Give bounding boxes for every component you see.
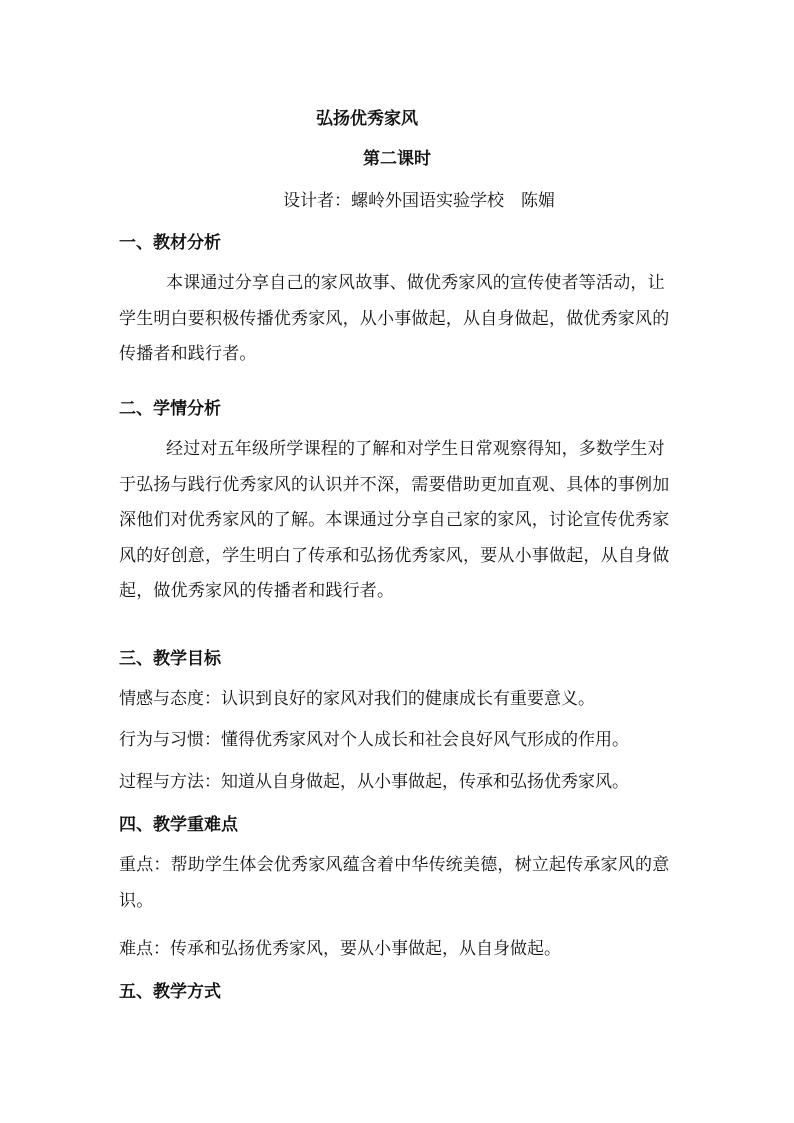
designer-line: 设计者：螺岭外国语实验学校 陈媚 (283, 191, 555, 211)
section-body-textbook-analysis: 本课通过分享自己的家风故事、做优秀家风的宣传使者等活动，让学生明白要积极传播优秀家风，从小事做起，从自身做起，做优秀家风的传播者和践行者。 (119, 273, 670, 365)
section-heading-learner-analysis: 二、学情分析 (119, 399, 221, 419)
document-subtitle: 第二课时 (363, 149, 431, 169)
section-heading-key-difficult-points: 四、教学重难点 (119, 815, 238, 835)
goal-process-method: 过程与方法：知道从自身做起，从小事做起，传承和弘扬优秀家风。 (119, 772, 629, 792)
difficult-point: 难点：传承和弘扬优秀家风，要从小事做起，从自身做起。 (119, 939, 561, 959)
key-point: 重点：帮助学生体会优秀家风蕴含着中华传统美德，树立起传承家风的意识。 (119, 855, 670, 911)
section-heading-teaching-goals: 三、教学目标 (119, 649, 221, 669)
goal-behavior-habit: 行为与习惯：懂得优秀家风对个人成长和社会良好风气形成的作用。 (119, 730, 629, 750)
document-title: 弘扬优秀家风 (316, 109, 418, 129)
section-body-learner-analysis: 经过对五年级所学课程的了解和对学生日常观察得知，多数学生对于弘扬与践行优秀家风的认识并不深，需要借助更加直观、具体的事例加深他们对优秀家风的了解。本课通过分享自己家的家风，讨论宣传优秀家风的好创意，学生明白了传承和弘扬优秀家风，要从小事做起，从自身做起，做优秀家风的传播者和践行者。 (119, 439, 670, 602)
goal-emotion-attitude: 情感与态度：认识到良好的家风对我们的健康成长有重要意义。 (119, 689, 595, 709)
section-heading-teaching-methods: 五、教学方式 (119, 982, 221, 1002)
section-heading-textbook-analysis: 一、教材分析 (119, 233, 221, 253)
